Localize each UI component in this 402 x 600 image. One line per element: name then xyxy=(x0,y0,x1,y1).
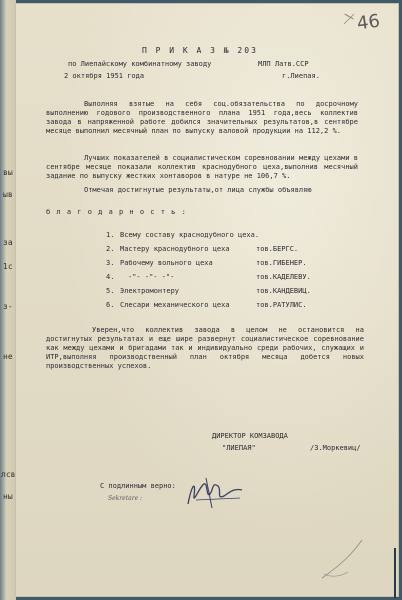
item-name: тов.КАНДЕВИЦ. xyxy=(256,287,311,295)
item-name: тов.БЕРГС. xyxy=(256,245,299,253)
closing-paragraph: Уверен,что коллектив завода в целом не остановится на достигнутых результатах и еще шире развернут социалистическое соревнование как между цехами и бригадами так и индивидуально среди рабочих, служащих и ИТР,выполняя производственный план октября месяца добется новых производственных успехов. xyxy=(46,326,364,370)
factory-name: "ЛИЕПАЯ" xyxy=(222,444,256,452)
item-recipient: Электромонтеру xyxy=(120,287,180,295)
folio-number: 46 xyxy=(355,10,382,35)
margin-fragment: лсв xyxy=(1,470,16,479)
item-recipient: Слесари механического цеха xyxy=(120,301,230,309)
paragraph-2: Лучших показателей в социалистическом соревновании между цехами в сентябре месяце показали коллектив краснодубного цеха,выполнив месячный задание по выпуску жестких хонтаворов в натуре не 106,7 %. xyxy=(46,154,358,180)
document-page xyxy=(16,4,398,596)
ministry-name: МЛП Латв.ССР xyxy=(258,60,309,68)
item-number: 4. xyxy=(106,273,115,281)
margin-fragment: не xyxy=(3,352,13,361)
margin-fragment: з- xyxy=(3,302,13,311)
gratitude-heading: б л а г о д а р н о с т ь : xyxy=(46,208,187,216)
item-recipient: Мастеру краснодубного цеха xyxy=(120,245,230,253)
item-name: тов.ГИБЕНЕР. xyxy=(256,259,307,267)
order-title: П Р И К А З № 203 xyxy=(142,46,258,55)
handwritten-signature xyxy=(182,474,252,514)
item-recipient: -"- -"- -"- xyxy=(128,273,175,281)
order-city: г.Лиепая. xyxy=(282,72,320,80)
secretary-role: Sekretare : xyxy=(108,495,143,502)
corner-mark xyxy=(342,12,358,28)
margin-fragment: за xyxy=(3,238,13,247)
item-name: тов.РАТУЛИС. xyxy=(256,301,307,309)
margin-fragment: вы xyxy=(3,168,13,177)
director-name: /З.Моркевиц/ xyxy=(310,444,361,452)
binding-edge xyxy=(394,548,396,598)
item-name: тов.КАДЕЛЕВУ. xyxy=(256,273,311,281)
item-number: 5. xyxy=(106,287,115,295)
pencil-mark xyxy=(312,534,372,584)
margin-fragment: ны xyxy=(3,492,13,501)
director-title: ДИРЕКТОР КОМЗАВОДА xyxy=(212,432,288,440)
paragraph-1: Выполняя взятые на себя соц.обязательства по досрочному выполнению годового производственного плана 1951 года,весь коллектив завода в напряженной работе добился значительных результатов,в сентябре месяце выполнил месячный план по выпуску валовой продукции на 112,2 %. xyxy=(46,100,358,135)
certification-label: С подлинным верно: xyxy=(100,482,176,490)
paragraph-3: Отмечая достигнутые результаты,от лица службы объявляю xyxy=(84,186,312,194)
item-recipient: Всему составу краснодубного цеха. xyxy=(120,231,260,239)
margin-fragment: 1с xyxy=(3,262,13,271)
item-number: 3. xyxy=(106,259,115,267)
item-recipient: Рабочему вольного цеха xyxy=(120,259,213,267)
order-date: 2 октября 1951 года xyxy=(64,72,145,80)
org-name: по Лиепайскому комбинатному заводу xyxy=(68,60,212,68)
item-number: 2. xyxy=(106,245,115,253)
item-number: 6. xyxy=(106,301,115,309)
previous-page-edge xyxy=(0,0,16,600)
margin-fragment: ыв xyxy=(3,190,13,199)
item-number: 1. xyxy=(106,231,115,239)
